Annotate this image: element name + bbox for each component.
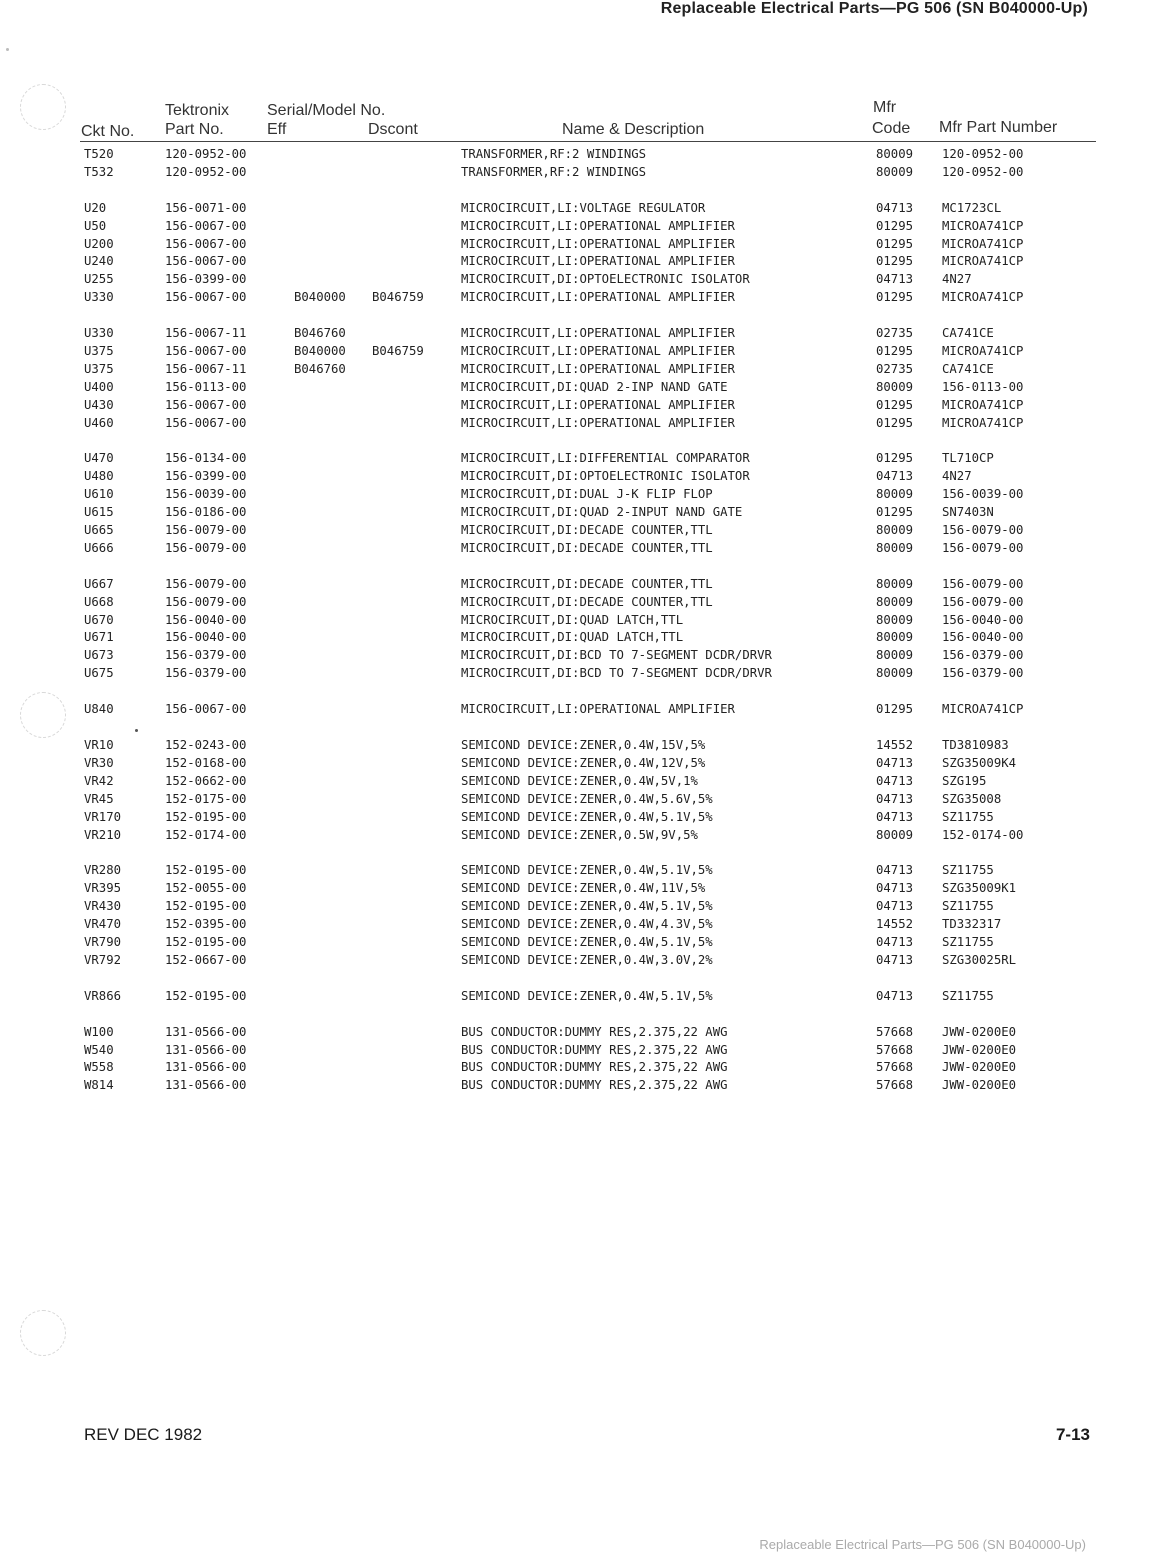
name-description: SEMICOND DEVICE:ZENER,0.4W,5.1V,5% xyxy=(461,988,713,1003)
table-row xyxy=(0,362,1176,380)
name-description: MICROCIRCUIT,LI:DIFFERENTIAL COMPARATOR xyxy=(461,451,750,466)
table-row xyxy=(0,1078,1176,1096)
table-row xyxy=(0,935,1176,953)
name-description: MICROCIRCUIT,DI:OPTOELECTRONIC ISOLATOR xyxy=(461,272,750,287)
mfr-part-number: JWW-0200E0 xyxy=(942,1024,1017,1039)
mfr-code: 01295 xyxy=(876,218,914,233)
serial-dscont: B046759 xyxy=(372,290,424,305)
mfr-code: 57668 xyxy=(876,1042,914,1057)
header-eff: Eff xyxy=(267,121,287,138)
part-no: 156-0399-00 xyxy=(165,469,247,484)
ckt-no: T532 xyxy=(84,164,114,179)
ckt-no: VR45 xyxy=(84,791,114,806)
running-head: Replaceable Electrical Parts—PG 506 (SN B040000-Up) xyxy=(660,0,1088,17)
table-row xyxy=(0,756,1176,774)
table-row xyxy=(0,254,1176,272)
mfr-code: 04713 xyxy=(876,899,914,914)
serial-eff: B046760 xyxy=(294,326,346,341)
mfr-code: 01295 xyxy=(876,415,914,430)
part-no: 156-0067-00 xyxy=(165,702,247,717)
ckt-no: U671 xyxy=(84,630,114,645)
mfr-code: 80009 xyxy=(876,523,914,538)
table-row xyxy=(0,344,1176,362)
mfr-code: 57668 xyxy=(876,1024,914,1039)
part-no: 131-0566-00 xyxy=(165,1078,247,1093)
part-no: 120-0952-00 xyxy=(165,147,247,161)
ckt-no: VR170 xyxy=(84,809,122,824)
part-no: 156-0071-00 xyxy=(165,200,247,215)
name-description: BUS CONDUCTOR:DUMMY RES,2.375,22 AWG xyxy=(461,1078,728,1093)
header-mfr: Mfr xyxy=(873,99,897,116)
mfr-part-number: 120-0952-00 xyxy=(942,164,1024,179)
name-description: MICROCIRCUIT,DI:BCD TO 7-SEGMENT DCDR/DRVR xyxy=(461,648,772,663)
mfr-code: 57668 xyxy=(876,1060,914,1075)
table-row xyxy=(0,738,1176,756)
table-row xyxy=(0,917,1176,935)
mfr-part-number: SZG35008 xyxy=(942,791,1002,806)
name-description: MICROCIRCUIT,LI:OPERATIONAL AMPLIFIER xyxy=(461,702,735,717)
name-description: MICROCIRCUIT,DI:QUAD 2-INP NAND GATE xyxy=(461,379,728,394)
mfr-code: 01295 xyxy=(876,397,914,412)
table-row xyxy=(0,792,1176,810)
ckt-no: W814 xyxy=(84,1078,114,1093)
mfr-part-number: TD3810983 xyxy=(942,738,1009,753)
part-no: 156-0040-00 xyxy=(165,630,247,645)
ckt-no: U375 xyxy=(84,344,114,359)
mfr-part-number: TL710CP xyxy=(942,451,994,466)
ckt-no: U375 xyxy=(84,361,114,376)
ckt-no: VR280 xyxy=(84,863,122,878)
mfr-part-number: 156-0040-00 xyxy=(942,630,1024,645)
mfr-code: 04713 xyxy=(876,881,914,896)
name-description: MICROCIRCUIT,DI:DECADE COUNTER,TTL xyxy=(461,576,713,591)
name-description: MICROCIRCUIT,LI:OPERATIONAL AMPLIFIER xyxy=(461,397,735,412)
mfr-code: 04713 xyxy=(876,791,914,806)
table-row xyxy=(0,290,1176,308)
name-description: MICROCIRCUIT,LI:OPERATIONAL AMPLIFIER xyxy=(461,326,735,341)
table-row xyxy=(0,272,1176,290)
part-no: 152-0195-00 xyxy=(165,934,247,949)
table-row xyxy=(0,380,1176,398)
name-description: BUS CONDUCTOR:DUMMY RES,2.375,22 AWG xyxy=(461,1060,728,1075)
ckt-no: U430 xyxy=(84,397,114,412)
table-row xyxy=(0,487,1176,505)
header-dscont: Dscont xyxy=(368,121,418,138)
table-row xyxy=(0,451,1176,469)
name-description: SEMICOND DEVICE:ZENER,0.4W,15V,5% xyxy=(461,738,706,753)
mfr-part-number: SZ11755 xyxy=(942,863,994,878)
mfr-code: 80009 xyxy=(876,594,914,609)
name-description: TRANSFORMER,RF:2 WINDINGS xyxy=(461,147,647,161)
mfr-code: 14552 xyxy=(876,738,914,753)
mfr-code: 80009 xyxy=(876,379,914,394)
mfr-part-number: SZG35009K1 xyxy=(942,881,1017,896)
part-no: 120-0952-00 xyxy=(165,164,247,179)
mfr-part-number: JWW-0200E0 xyxy=(942,1060,1017,1075)
mfr-part-number: 156-0079-00 xyxy=(942,540,1024,555)
ckt-no: W558 xyxy=(84,1060,114,1075)
part-no: 156-0067-00 xyxy=(165,397,247,412)
ckt-no: U330 xyxy=(84,290,114,305)
mfr-part-number: 156-0040-00 xyxy=(942,612,1024,627)
table-row xyxy=(0,863,1176,881)
part-no: 156-0134-00 xyxy=(165,451,247,466)
ckt-no: U255 xyxy=(84,272,114,287)
ckt-no: VR792 xyxy=(84,952,122,967)
header-tektronix: Tektronix xyxy=(165,102,230,119)
mfr-code: 04713 xyxy=(876,952,914,967)
part-no: 152-0168-00 xyxy=(165,755,247,770)
part-no: 156-0079-00 xyxy=(165,594,247,609)
mfr-part-number: MICROA741CP xyxy=(942,218,1024,233)
name-description: MICROCIRCUIT,DI:QUAD LATCH,TTL xyxy=(461,612,684,627)
ckt-no: VR790 xyxy=(84,934,122,949)
part-no: 152-0055-00 xyxy=(165,881,247,896)
mfr-code: 04713 xyxy=(876,755,914,770)
mfr-part-number: 4N27 xyxy=(942,469,972,484)
table-row xyxy=(0,505,1176,523)
mfr-code: 80009 xyxy=(876,576,914,591)
table-row xyxy=(0,666,1176,684)
table-row xyxy=(0,416,1176,434)
mfr-part-number: SZG30025RL xyxy=(942,952,1017,967)
part-no: 156-0079-00 xyxy=(165,540,247,555)
ckt-no: U665 xyxy=(84,523,114,538)
serial-dscont: B046759 xyxy=(372,344,424,359)
part-no: 156-0040-00 xyxy=(165,612,247,627)
part-no: 152-0174-00 xyxy=(165,827,247,842)
part-no: 156-0067-00 xyxy=(165,254,247,269)
serial-eff: B046760 xyxy=(294,361,346,376)
mfr-part-number: 156-0079-00 xyxy=(942,523,1024,538)
mfr-part-number: SZ11755 xyxy=(942,809,994,824)
ckt-no: U668 xyxy=(84,594,114,609)
mfr-part-number: 156-0039-00 xyxy=(942,487,1024,502)
name-description: SEMICOND DEVICE:ZENER,0.4W,5.1V,5% xyxy=(461,809,713,824)
mfr-part-number: 156-0079-00 xyxy=(942,594,1024,609)
part-no: 156-0067-00 xyxy=(165,236,247,251)
mfr-part-number: SZ11755 xyxy=(942,988,994,1003)
table-row xyxy=(0,953,1176,971)
ckt-no: VR866 xyxy=(84,988,122,1003)
name-description: MICROCIRCUIT,DI:OPTOELECTRONIC ISOLATOR xyxy=(461,469,750,484)
mfr-part-number: TD332317 xyxy=(942,917,1002,932)
part-no: 152-0662-00 xyxy=(165,773,247,788)
part-no: 156-0379-00 xyxy=(165,648,247,663)
table-row xyxy=(0,577,1176,595)
name-description: MICROCIRCUIT,DI:DECADE COUNTER,TTL xyxy=(461,540,713,555)
part-no: 152-0243-00 xyxy=(165,738,247,753)
mfr-code: 04713 xyxy=(876,934,914,949)
name-description: MICROCIRCUIT,LI:OPERATIONAL AMPLIFIER xyxy=(461,415,735,430)
table-row xyxy=(0,595,1176,613)
serial-eff: B040000 xyxy=(294,344,346,359)
header-serial-model: Serial/Model No. xyxy=(267,102,386,119)
mfr-code: 01295 xyxy=(876,344,914,359)
binder-hole-mark xyxy=(20,84,66,130)
ckt-no: W100 xyxy=(84,1024,114,1039)
table-row xyxy=(0,201,1176,219)
scan-speck xyxy=(6,48,9,51)
table-row xyxy=(0,326,1176,344)
ckt-no: U675 xyxy=(84,666,114,681)
name-description: SEMICOND DEVICE:ZENER,0.4W,11V,5% xyxy=(461,881,706,896)
mfr-code: 04713 xyxy=(876,863,914,878)
ckt-no: U673 xyxy=(84,648,114,663)
ckt-no: VR470 xyxy=(84,917,122,932)
table-row xyxy=(0,630,1176,648)
mfr-code: 04713 xyxy=(876,988,914,1003)
mfr-part-number: MICROA741CP xyxy=(942,397,1024,412)
part-no: 156-0067-11 xyxy=(165,361,247,376)
mfr-code: 01295 xyxy=(876,505,914,520)
ckt-no: U480 xyxy=(84,469,114,484)
mfr-part-number: 156-0379-00 xyxy=(942,666,1024,681)
name-description: MICROCIRCUIT,DI:BCD TO 7-SEGMENT DCDR/DRVR xyxy=(461,666,772,681)
part-no: 152-0667-00 xyxy=(165,952,247,967)
ckt-no: VR10 xyxy=(84,738,114,753)
ckt-no: U670 xyxy=(84,612,114,627)
mfr-part-number: MC1723CL xyxy=(942,200,1002,215)
part-no: 156-0067-00 xyxy=(165,290,247,305)
mfr-code: 80009 xyxy=(876,827,914,842)
mfr-part-number: MICROA741CP xyxy=(942,415,1024,430)
name-description: MICROCIRCUIT,LI:VOLTAGE REGULATOR xyxy=(461,200,706,215)
ckt-no: T520 xyxy=(84,147,114,161)
mfr-code: 04713 xyxy=(876,809,914,824)
mfr-part-number: CA741CE xyxy=(942,361,994,376)
table-row xyxy=(0,165,1176,183)
binder-hole-mark xyxy=(20,1310,66,1356)
part-no: 156-0067-00 xyxy=(165,218,247,233)
mfr-part-number: SZ11755 xyxy=(942,899,994,914)
header-name-description: Name & Description xyxy=(562,121,705,138)
mfr-code: 80009 xyxy=(876,147,914,161)
name-description: MICROCIRCUIT,LI:OPERATIONAL AMPLIFIER xyxy=(461,236,735,251)
name-description: BUS CONDUCTOR:DUMMY RES,2.375,22 AWG xyxy=(461,1042,728,1057)
ckt-no: VR210 xyxy=(84,827,122,842)
part-no: 156-0079-00 xyxy=(165,523,247,538)
mfr-part-number: SZ11755 xyxy=(942,934,994,949)
header-rule xyxy=(80,141,1096,142)
mfr-part-number: CA741CE xyxy=(942,326,994,341)
bleed-through-text: Replaceable Electrical Parts—PG 506 (SN B040000-Up) xyxy=(759,1537,1086,1552)
part-no: 156-0067-00 xyxy=(165,415,247,430)
mfr-part-number: 156-0379-00 xyxy=(942,648,1024,663)
ckt-no: U470 xyxy=(84,451,114,466)
name-description: MICROCIRCUIT,DI:DECADE COUNTER,TTL xyxy=(461,523,713,538)
mfr-code: 02735 xyxy=(876,326,914,341)
part-no: 152-0395-00 xyxy=(165,917,247,932)
table-row xyxy=(0,1043,1176,1061)
part-no: 152-0195-00 xyxy=(165,899,247,914)
table-row xyxy=(0,989,1176,1007)
part-no: 152-0195-00 xyxy=(165,988,247,1003)
mfr-part-number: JWW-0200E0 xyxy=(942,1042,1017,1057)
table-row xyxy=(0,237,1176,255)
parts-list xyxy=(0,147,1176,1096)
table-row xyxy=(0,810,1176,828)
mfr-code: 04713 xyxy=(876,469,914,484)
part-no: 156-0079-00 xyxy=(165,576,247,591)
name-description: SEMICOND DEVICE:ZENER,0.5W,9V,5% xyxy=(461,827,698,842)
name-description: MICROCIRCUIT,DI:DECADE COUNTER,TTL xyxy=(461,594,713,609)
mfr-part-number: 152-0174-00 xyxy=(942,827,1024,842)
page-number: 7-13 xyxy=(1055,1425,1090,1444)
header-part-no: Part No. xyxy=(165,121,224,138)
table-row xyxy=(0,881,1176,899)
table-row xyxy=(0,469,1176,487)
mfr-code: 04713 xyxy=(876,773,914,788)
name-description: MICROCIRCUIT,LI:OPERATIONAL AMPLIFIER xyxy=(461,218,735,233)
part-no: 152-0195-00 xyxy=(165,809,247,824)
part-no: 156-0186-00 xyxy=(165,505,247,520)
mfr-code: 01295 xyxy=(876,451,914,466)
part-no: 131-0566-00 xyxy=(165,1060,247,1075)
table-row xyxy=(0,828,1176,846)
header-code: Code xyxy=(872,120,911,137)
ckt-no: U667 xyxy=(84,576,114,591)
mfr-code: 01295 xyxy=(876,702,914,717)
mfr-code: 80009 xyxy=(876,630,914,645)
mfr-code: 80009 xyxy=(876,487,914,502)
table-row xyxy=(0,147,1176,165)
ckt-no: VR430 xyxy=(84,899,122,914)
table-row xyxy=(0,702,1176,720)
mfr-code: 14552 xyxy=(876,917,914,932)
ckt-no: U400 xyxy=(84,379,114,394)
mfr-code: 01295 xyxy=(876,290,914,305)
mfr-part-number: SN7403N xyxy=(942,505,994,520)
table-row xyxy=(0,774,1176,792)
mfr-code: 80009 xyxy=(876,164,914,179)
ckt-no: U330 xyxy=(84,326,114,341)
mfr-code: 80009 xyxy=(876,612,914,627)
name-description: SEMICOND DEVICE:ZENER,0.4W,3.0V,2% xyxy=(461,952,713,967)
name-description: TRANSFORMER,RF:2 WINDINGS xyxy=(461,164,647,179)
mfr-part-number: SZG195 xyxy=(942,773,987,788)
mfr-code: 80009 xyxy=(876,540,914,555)
ckt-no: VR30 xyxy=(84,755,114,770)
header-ckt-no: Ckt No. xyxy=(81,123,135,140)
mfr-part-number: 156-0113-00 xyxy=(942,379,1024,394)
ckt-no: VR395 xyxy=(84,881,122,896)
mfr-code: 80009 xyxy=(876,666,914,681)
table-row xyxy=(0,541,1176,559)
table-row xyxy=(0,1060,1176,1078)
name-description: SEMICOND DEVICE:ZENER,0.4W,4.3V,5% xyxy=(461,917,713,932)
ckt-no: U615 xyxy=(84,505,114,520)
mfr-code: 04713 xyxy=(876,272,914,287)
part-no: 156-0113-00 xyxy=(165,379,247,394)
revision-date: REV DEC 1982 xyxy=(84,1425,203,1444)
mfr-code: 02735 xyxy=(876,361,914,376)
name-description: SEMICOND DEVICE:ZENER,0.4W,5.1V,5% xyxy=(461,899,713,914)
table-row xyxy=(0,523,1176,541)
serial-eff: B040000 xyxy=(294,290,346,305)
ckt-no: U240 xyxy=(84,254,114,269)
part-no: 156-0399-00 xyxy=(165,272,247,287)
table-row xyxy=(0,219,1176,237)
ckt-no: U20 xyxy=(84,200,107,215)
part-no: 156-0067-00 xyxy=(165,344,247,359)
table-row xyxy=(0,398,1176,416)
mfr-part-number: 120-0952-00 xyxy=(942,147,1024,161)
part-no: 156-0039-00 xyxy=(165,487,247,502)
part-no: 152-0175-00 xyxy=(165,791,247,806)
table-row xyxy=(0,1025,1176,1043)
mfr-part-number: 4N27 xyxy=(942,272,972,287)
name-description: MICROCIRCUIT,LI:OPERATIONAL AMPLIFIER xyxy=(461,254,735,269)
name-description: SEMICOND DEVICE:ZENER,0.4W,5V,1% xyxy=(461,773,698,788)
part-no: 152-0195-00 xyxy=(165,863,247,878)
name-description: SEMICOND DEVICE:ZENER,0.4W,5.6V,5% xyxy=(461,791,713,806)
mfr-part-number: SZG35009K4 xyxy=(942,755,1017,770)
mfr-code: 80009 xyxy=(876,648,914,663)
ckt-no: U460 xyxy=(84,415,114,430)
name-description: SEMICOND DEVICE:ZENER,0.4W,5.1V,5% xyxy=(461,863,713,878)
mfr-part-number: MICROA741CP xyxy=(942,344,1024,359)
name-description: SEMICOND DEVICE:ZENER,0.4W,12V,5% xyxy=(461,755,706,770)
ckt-no: U840 xyxy=(84,702,114,717)
ckt-no: VR42 xyxy=(84,773,114,788)
part-no: 131-0566-00 xyxy=(165,1042,247,1057)
part-no: 131-0566-00 xyxy=(165,1024,247,1039)
ckt-no: U50 xyxy=(84,218,107,233)
name-description: MICROCIRCUIT,DI:DUAL J-K FLIP FLOP xyxy=(461,487,713,502)
mfr-part-number: MICROA741CP xyxy=(942,290,1024,305)
name-description: SEMICOND DEVICE:ZENER,0.4W,5.1V,5% xyxy=(461,934,713,949)
mfr-part-number: MICROA741CP xyxy=(942,236,1024,251)
part-no: 156-0067-11 xyxy=(165,326,247,341)
name-description: MICROCIRCUIT,LI:OPERATIONAL AMPLIFIER xyxy=(461,361,735,376)
mfr-code: 04713 xyxy=(876,200,914,215)
header-mfr-part-number: Mfr Part Number xyxy=(939,119,1058,136)
part-no: 156-0379-00 xyxy=(165,666,247,681)
mfr-part-number: MICROA741CP xyxy=(942,254,1024,269)
ckt-no: U610 xyxy=(84,487,114,502)
ckt-no: W540 xyxy=(84,1042,114,1057)
table-row xyxy=(0,899,1176,917)
table-row xyxy=(0,613,1176,631)
mfr-code: 01295 xyxy=(876,254,914,269)
name-description: MICROCIRCUIT,LI:OPERATIONAL AMPLIFIER xyxy=(461,344,735,359)
mfr-code: 57668 xyxy=(876,1078,914,1093)
ckt-no: U666 xyxy=(84,540,114,555)
name-description: MICROCIRCUIT,DI:QUAD 2-INPUT NAND GATE xyxy=(461,505,743,520)
name-description: MICROCIRCUIT,LI:OPERATIONAL AMPLIFIER xyxy=(461,290,735,305)
mfr-part-number: JWW-0200E0 xyxy=(942,1078,1017,1093)
table-row xyxy=(0,648,1176,666)
mfr-part-number: MICROA741CP xyxy=(942,702,1024,717)
ckt-no: U200 xyxy=(84,236,114,251)
name-description: MICROCIRCUIT,DI:QUAD LATCH,TTL xyxy=(461,630,684,645)
mfr-code: 01295 xyxy=(876,236,914,251)
mfr-part-number: 156-0079-00 xyxy=(942,576,1024,591)
name-description: BUS CONDUCTOR:DUMMY RES,2.375,22 AWG xyxy=(461,1024,728,1039)
